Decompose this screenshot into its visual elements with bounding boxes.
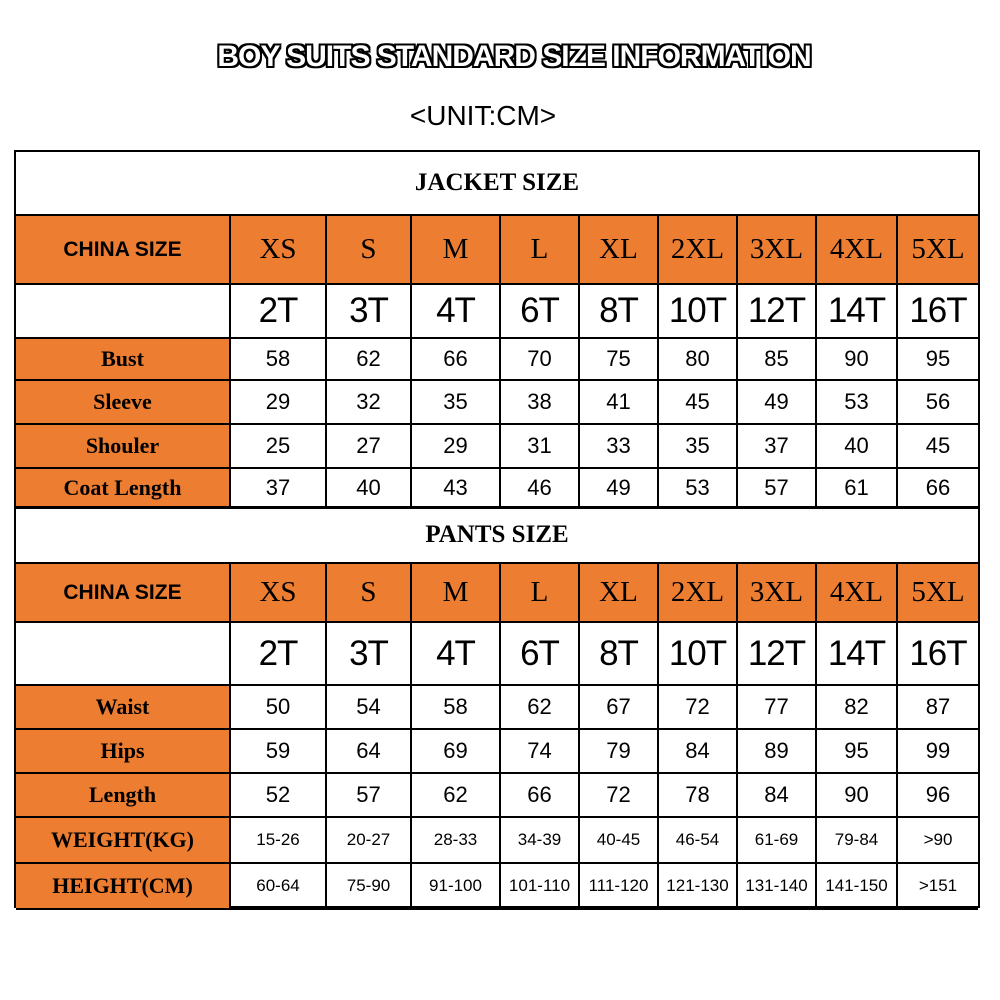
pants-cell: 28-33	[411, 817, 500, 863]
pants-cell: 99	[897, 729, 978, 773]
pants-age-10t: 10T	[658, 622, 737, 685]
pants-cell: 62	[411, 773, 500, 817]
size-chart	[14, 150, 980, 908]
jacket-age-4t: 4T	[411, 284, 500, 338]
jacket-cell: 35	[658, 424, 737, 468]
pants-row-label-height-cm: HEIGHT(CM)	[16, 863, 230, 909]
pants-table	[16, 564, 978, 910]
pants-age-12t: 12T	[737, 622, 816, 685]
jacket-cell: 75	[579, 338, 658, 380]
pants-cell: 50	[230, 685, 326, 729]
pants-cell: >151	[897, 863, 978, 909]
pants-cell: 90	[816, 773, 897, 817]
pants-cell: 62	[500, 685, 579, 729]
pants-age-label-blank	[16, 622, 230, 685]
pants-size-4xl: 4XL	[816, 564, 897, 622]
jacket-cell: 95	[897, 338, 978, 380]
jacket-age-8t: 8T	[579, 284, 658, 338]
pants-row-weight-kg	[16, 817, 978, 863]
pants-cell: 57	[326, 773, 411, 817]
pants-cell: 89	[737, 729, 816, 773]
jacket-cell: 25	[230, 424, 326, 468]
pants-cell: 96	[897, 773, 978, 817]
pants-size-m: M	[411, 564, 500, 622]
pants-cell: 40-45	[579, 817, 658, 863]
jacket-size-xs: XS	[230, 216, 326, 284]
pants-age-row	[16, 622, 978, 685]
jacket-row-shouler	[16, 424, 978, 468]
pants-cell: 131-140	[737, 863, 816, 909]
pants-cell: 101-110	[500, 863, 579, 909]
jacket-row-label-bust: Bust	[16, 338, 230, 380]
pants-cell: 82	[816, 685, 897, 729]
pants-cell: 58	[411, 685, 500, 729]
pants-cell: 77	[737, 685, 816, 729]
jacket-cell: 27	[326, 424, 411, 468]
jacket-cell: 40	[816, 424, 897, 468]
jacket-row-coat-length	[16, 468, 978, 508]
jacket-cell: 31	[500, 424, 579, 468]
jacket-size-s: S	[326, 216, 411, 284]
jacket-cell: 38	[500, 380, 579, 424]
pants-cell: 52	[230, 773, 326, 817]
pants-cell: 67	[579, 685, 658, 729]
jacket-cell: 85	[737, 338, 816, 380]
jacket-cell: 70	[500, 338, 579, 380]
pants-cell: 20-27	[326, 817, 411, 863]
jacket-age-row	[16, 284, 978, 338]
pants-age-4t: 4T	[411, 622, 500, 685]
pants-cell: 61-69	[737, 817, 816, 863]
jacket-age-6t: 6T	[500, 284, 579, 338]
jacket-age-12t: 12T	[737, 284, 816, 338]
pants-age-14t: 14T	[816, 622, 897, 685]
jacket-size-row	[16, 216, 978, 284]
jacket-size-3xl: 3XL	[737, 216, 816, 284]
unit-label: <UNIT:CM>	[409, 100, 557, 131]
jacket-cell: 41	[579, 380, 658, 424]
pants-row-length	[16, 773, 978, 817]
jacket-cell: 33	[579, 424, 658, 468]
jacket-cell: 43	[411, 468, 500, 508]
jacket-age-16t: 16T	[897, 284, 978, 338]
jacket-cell: 62	[326, 338, 411, 380]
jacket-row-bust	[16, 338, 978, 380]
jacket-age-10t: 10T	[658, 284, 737, 338]
jacket-size-m: M	[411, 216, 500, 284]
pants-cell: 69	[411, 729, 500, 773]
pants-cell: 54	[326, 685, 411, 729]
pants-china-size-label: CHINA SIZE	[16, 564, 230, 622]
pants-cell: 64	[326, 729, 411, 773]
pants-row-label-length: Length	[16, 773, 230, 817]
pants-age-16t: 16T	[897, 622, 978, 685]
pants-cell: 111-120	[579, 863, 658, 909]
pants-age-2t: 2T	[230, 622, 326, 685]
jacket-row-label-coat-length: Coat Length	[16, 468, 230, 508]
jacket-cell: 90	[816, 338, 897, 380]
jacket-cell: 56	[897, 380, 978, 424]
pants-cell: 141-150	[816, 863, 897, 909]
pants-size-3xl: 3XL	[737, 564, 816, 622]
pants-cell: 72	[579, 773, 658, 817]
jacket-cell: 49	[579, 468, 658, 508]
jacket-cell: 40	[326, 468, 411, 508]
pants-size-l: L	[500, 564, 579, 622]
pants-cell: 66	[500, 773, 579, 817]
jacket-cell: 58	[230, 338, 326, 380]
pants-cell: 78	[658, 773, 737, 817]
pants-cell: 59	[230, 729, 326, 773]
pants-cell: 84	[658, 729, 737, 773]
pants-row-waist	[16, 685, 978, 729]
jacket-cell: 37	[737, 424, 816, 468]
jacket-row-label-shouler: Shouler	[16, 424, 230, 468]
pants-age-6t: 6T	[500, 622, 579, 685]
pants-cell: 95	[816, 729, 897, 773]
jacket-row-sleeve	[16, 380, 978, 424]
pants-size-row	[16, 564, 978, 622]
pants-cell: 79-84	[816, 817, 897, 863]
pants-cell: 121-130	[658, 863, 737, 909]
pants-size-xl: XL	[579, 564, 658, 622]
jacket-table	[16, 216, 978, 509]
page-title: BOY SUITS STANDARD SIZE INFORMATION	[217, 40, 811, 73]
pants-cell: 87	[897, 685, 978, 729]
jacket-cell: 29	[411, 424, 500, 468]
jacket-cell: 29	[230, 380, 326, 424]
pants-row-label-weight-kg: WEIGHT(KG)	[16, 817, 230, 863]
pants-cell: 46-54	[658, 817, 737, 863]
pants-size-s: S	[326, 564, 411, 622]
jacket-cell: 35	[411, 380, 500, 424]
pants-cell: 72	[658, 685, 737, 729]
pants-age-3t: 3T	[326, 622, 411, 685]
pants-row-label-hips: Hips	[16, 729, 230, 773]
jacket-cell: 53	[816, 380, 897, 424]
jacket-size-l: L	[500, 216, 579, 284]
jacket-age-3t: 3T	[326, 284, 411, 338]
jacket-size-4xl: 4XL	[816, 216, 897, 284]
pants-age-8t: 8T	[579, 622, 658, 685]
pants-size-5xl: 5XL	[897, 564, 978, 622]
jacket-cell: 66	[411, 338, 500, 380]
jacket-cell: 46	[500, 468, 579, 508]
pants-cell: 75-90	[326, 863, 411, 909]
jacket-section-title: JACKET SIZE	[16, 152, 978, 216]
pants-cell: 91-100	[411, 863, 500, 909]
jacket-size-xl: XL	[579, 216, 658, 284]
jacket-cell: 66	[897, 468, 978, 508]
jacket-cell: 80	[658, 338, 737, 380]
pants-row-hips	[16, 729, 978, 773]
pants-cell: 60-64	[230, 863, 326, 909]
jacket-china-size-label: CHINA SIZE	[16, 216, 230, 284]
pants-row-height-cm	[16, 863, 978, 909]
jacket-cell: 37	[230, 468, 326, 508]
pants-cell: 79	[579, 729, 658, 773]
jacket-age-2t: 2T	[230, 284, 326, 338]
jacket-cell: 61	[816, 468, 897, 508]
pants-row-label-waist: Waist	[16, 685, 230, 729]
pants-cell: 15-26	[230, 817, 326, 863]
jacket-cell: 45	[897, 424, 978, 468]
jacket-cell: 45	[658, 380, 737, 424]
jacket-row-label-sleeve: Sleeve	[16, 380, 230, 424]
jacket-size-5xl: 5XL	[897, 216, 978, 284]
pants-size-2xl: 2XL	[658, 564, 737, 622]
jacket-age-label-blank	[16, 284, 230, 338]
pants-section-title: PANTS SIZE	[16, 506, 978, 564]
pants-size-xs: XS	[230, 564, 326, 622]
jacket-cell: 49	[737, 380, 816, 424]
pants-cell: 34-39	[500, 817, 579, 863]
pants-cell: 74	[500, 729, 579, 773]
jacket-cell: 53	[658, 468, 737, 508]
pants-cell: 84	[737, 773, 816, 817]
jacket-cell: 32	[326, 380, 411, 424]
pants-cell: >90	[897, 817, 978, 863]
jacket-cell: 57	[737, 468, 816, 508]
jacket-size-2xl: 2XL	[658, 216, 737, 284]
jacket-age-14t: 14T	[816, 284, 897, 338]
